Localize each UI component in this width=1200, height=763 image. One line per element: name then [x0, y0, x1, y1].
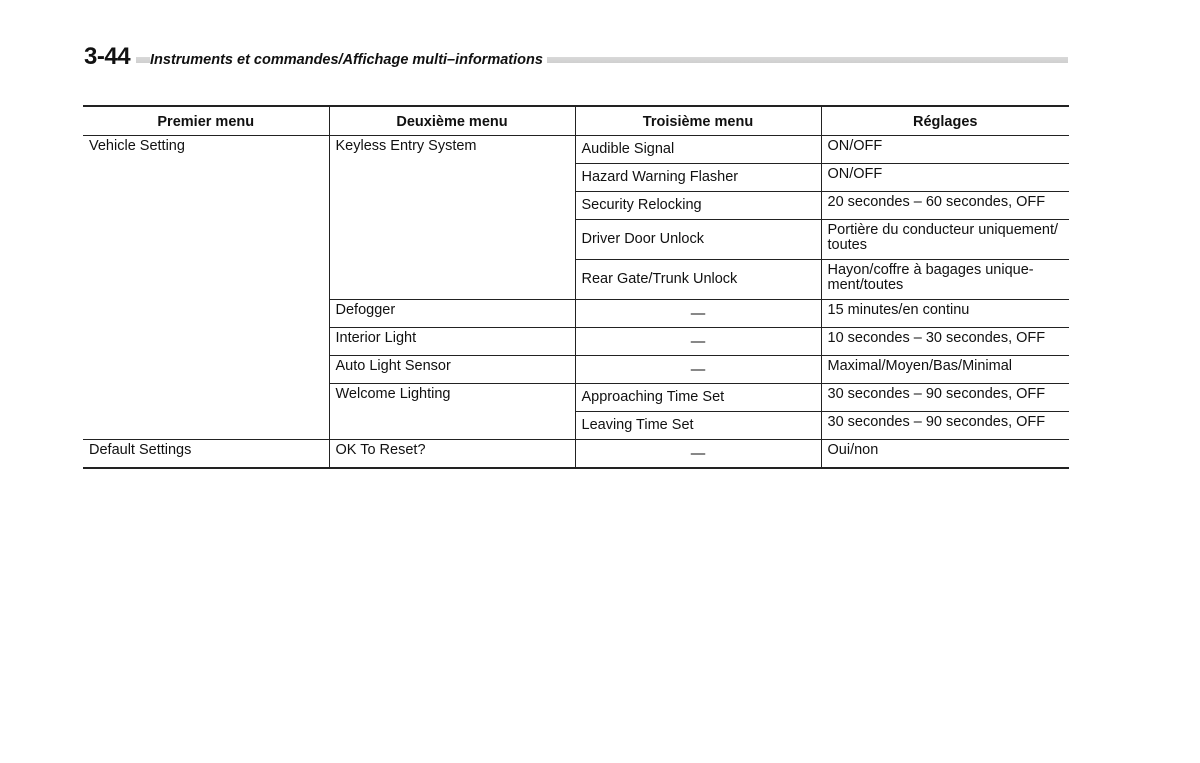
column-header-third-menu: Troisième menu: [575, 106, 821, 136]
setting-cell: Portière du conducteur uniquement/ toutes: [821, 220, 1069, 260]
third-menu-cell: —: [575, 356, 821, 384]
second-menu-cell: Defogger: [329, 300, 575, 328]
setting-cell: 15 minutes/en continu: [821, 300, 1069, 328]
setting-cell: 20 secondes – 60 secondes, OFF: [821, 192, 1069, 220]
third-menu-cell: Leaving Time Set: [575, 412, 821, 440]
column-header-settings: Réglages: [821, 106, 1069, 136]
second-menu-cell: Interior Light: [329, 328, 575, 356]
setting-cell: 30 secondes – 90 secondes, OFF: [821, 412, 1069, 440]
setting-cell: Oui/non: [821, 440, 1069, 469]
setting-cell: Hayon/coffre à bagages unique- ment/toutes: [821, 260, 1069, 300]
column-header-second-menu: Deuxième menu: [329, 106, 575, 136]
page-header: [84, 40, 1068, 70]
setting-cell: Maximal/Moyen/Bas/Minimal: [821, 356, 1069, 384]
page-number: 3-44: [84, 43, 136, 71]
third-menu-cell: Security Relocking: [575, 192, 821, 220]
second-menu-cell: Keyless Entry System: [329, 136, 575, 300]
third-menu-cell: Rear Gate/Trunk Unlock: [575, 260, 821, 300]
second-menu-cell: Welcome Lighting: [329, 384, 575, 440]
setting-cell: ON/OFF: [821, 136, 1069, 164]
column-header-first-menu: Premier menu: [83, 106, 329, 136]
third-menu-cell: —: [575, 440, 821, 469]
table-header-row: [83, 106, 1069, 136]
first-menu-cell: Default Settings: [83, 440, 329, 469]
setting-cell: ON/OFF: [821, 164, 1069, 192]
settings-table: [83, 105, 1069, 469]
table-row: [83, 440, 1069, 469]
third-menu-cell: Approaching Time Set: [575, 384, 821, 412]
setting-cell: 10 secondes – 30 secondes, OFF: [821, 328, 1069, 356]
table-row: [83, 136, 1069, 164]
second-menu-cell: Auto Light Sensor: [329, 356, 575, 384]
third-menu-cell: —: [575, 328, 821, 356]
second-menu-cell: OK To Reset?: [329, 440, 575, 469]
first-menu-cell: Vehicle Setting: [83, 136, 329, 440]
third-menu-cell: —: [575, 300, 821, 328]
section-title: Instruments et commandes/Affichage multi–informations: [150, 52, 547, 68]
third-menu-cell: Driver Door Unlock: [575, 220, 821, 260]
setting-cell: 30 secondes – 90 secondes, OFF: [821, 384, 1069, 412]
third-menu-cell: Hazard Warning Flasher: [575, 164, 821, 192]
third-menu-cell: Audible Signal: [575, 136, 821, 164]
